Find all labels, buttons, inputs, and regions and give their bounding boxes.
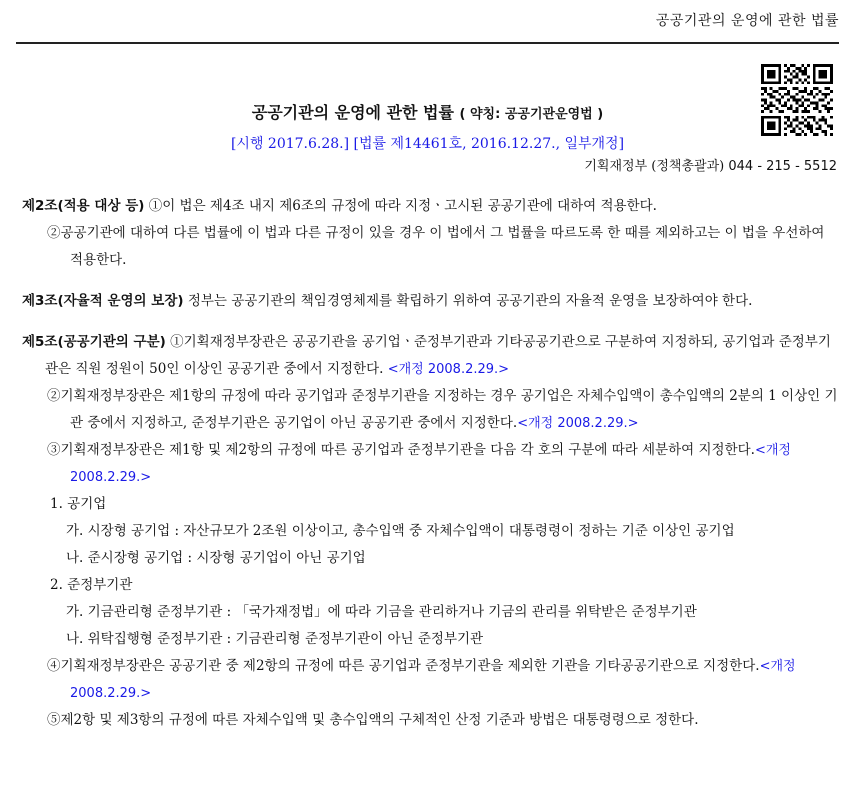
- law-body: [22, 193, 840, 748]
- item-1-na: 나. 준시장형 공기업 : 시장형 공기업이 아닌 공기업: [66, 550, 366, 566]
- article-2-para-2: [22, 220, 840, 274]
- item-2-na: 나. 위탁집행형 준정부기관 : 기금관리형 준정부기관이 아닌 준정부기관: [66, 631, 484, 647]
- paragraph-text: ④기획재정부장관은 공공기관 중 제2항의 규정에 따른 공기업과 준정부기관을 제외한 기관을 기타공공기관으로 지정한다.: [47, 658, 760, 674]
- article-3: [22, 288, 840, 315]
- article-2: [22, 193, 840, 274]
- law-abbreviation: ( 약칭: 공공기관운영법 ): [459, 107, 604, 122]
- article-5-para-5: [22, 707, 840, 734]
- paragraph-text: ①이 법은 제4조 내지 제6조의 규정에 따라 지정ㆍ고시된 공공기관에 대하여 적용한다.: [148, 198, 657, 214]
- amendment-note: <개정 2008.2.29.>: [70, 659, 796, 701]
- paragraph-text: ③기획재정부장관은 제1항 및 제2항의 규정에 따른 공기업과 준정부기관을 다음 각 호의 구분에 따라 세분하여 지정한다.: [47, 442, 755, 458]
- law-title: 공공기관의 운영에 관한 법률: [251, 103, 454, 122]
- paragraph-text: ②기획재정부장관은 제1항의 규정에 따라 공기업과 준정부기관을 지정하는 경우 공기업은 자체수입액이 총수입액의 2분의 1 이상인 기관 중에서 지정하고, 준정부기관은 공기업이 아닌 공공기관 중에서 지정한다.: [47, 388, 838, 431]
- paragraph-text: 정부는 공공기관의 책임경영체제를 확립하기 위하여 공공기관의 자율적 운영을 보장하여야 한다.: [187, 293, 753, 309]
- ministry-phone: 044 - 215 - 5512: [728, 159, 837, 174]
- article-5: [22, 329, 840, 734]
- running-title: 공공기관의 운영에 관한 법률: [655, 13, 839, 29]
- document-title: [0, 102, 855, 126]
- item-1: 1. 공기업: [50, 496, 107, 512]
- running-header: [16, 8, 839, 44]
- article-3-para-1: [22, 288, 840, 315]
- article-2-para-1: [22, 193, 840, 220]
- article-5-para-3: [22, 437, 840, 491]
- item-1-ga: 가. 시장형 공기업 : 자산규모가 2조원 이상이고, 총수입액 중 자체수입액이 대통령령이 정하는 기준 이상인 공기업: [66, 523, 735, 539]
- item-2-ga: 가. 기금관리형 준정부기관 : 「국가재정법」에 따라 기금을 관리하거나 기금의 관리를 위탁받은 준정부기관: [66, 604, 697, 620]
- paragraph-text: ②공공기관에 대하여 다른 법률에 이 법과 다른 규정이 있을 경우 이 법에서 그 법률을 따르도록 한 때를 제외하고는 이 법을 우선하여 적용한다.: [47, 225, 825, 268]
- enactment-info: [시행 2017.6.28.] [법률 제14461호, 2016.12.27., 일부개정]: [230, 136, 625, 152]
- item-2: 2. 준정부기관: [50, 577, 133, 593]
- article-5-para-2: [22, 383, 840, 437]
- article-heading: 제3조(자율적 운영의 보장): [22, 293, 184, 309]
- paragraph-text: ①기획재정부장관은 공공기관을 공기업ㆍ준정부기관과 기타공공기관으로 구분하여 지정하되, 공기업과 준정부기관은 직원 정원이 50인 이상인 공공기관 중에서 지정한다.: [45, 334, 831, 377]
- amendment-note: <개정 2008.2.29.>: [70, 443, 791, 485]
- article-5-para-1: [22, 329, 840, 383]
- article-5-para-4: [22, 653, 840, 707]
- ministry-name: 기획재정부 (정책총괄과): [584, 159, 725, 174]
- amendment-note: <개정 2008.2.29.>: [387, 362, 510, 377]
- article-heading: 제2조(적용 대상 등): [22, 198, 145, 214]
- amendment-note: <개정 2008.2.29.>: [517, 416, 639, 431]
- article-heading: 제5조(공공기관의 구분): [22, 334, 166, 350]
- ministry-contact: [584, 157, 837, 177]
- paragraph-text: ⑤제2항 및 제3항의 규정에 따른 자체수입액 및 총수입액의 구체적인 산정 기준과 방법은 대통령령으로 정한다.: [47, 712, 699, 728]
